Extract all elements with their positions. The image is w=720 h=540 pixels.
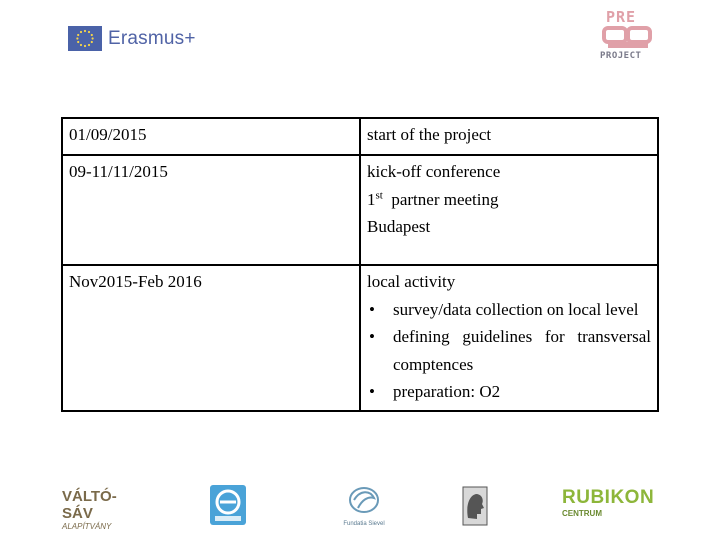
row-date: Nov2015-Feb 2016 — [62, 265, 360, 411]
ordinal-suffix: st — [375, 188, 383, 201]
pre-logo-word: PRE — [606, 8, 637, 26]
description-line: local activity — [367, 272, 456, 291]
table-row — [62, 265, 658, 411]
erasmus-label: Erasmus+ — [108, 27, 196, 49]
table-row — [62, 155, 658, 265]
fundatia-logo — [332, 486, 396, 526]
list-item: • defining guidelines for transversal comptences — [367, 323, 651, 378]
row-date: 01/09/2015 — [62, 118, 360, 155]
ordinal-number: 1 — [367, 189, 376, 209]
valto-sav-logo — [62, 488, 138, 531]
valto-logo-text: VÁLTÓ-SÁV — [62, 488, 117, 522]
fundatia-logo-text: Fundatia Sievel — [343, 521, 385, 527]
pre-project-logo — [598, 8, 658, 64]
valto-logo-sub: ALAPÍTVÁNY — [62, 522, 112, 531]
row-description — [360, 155, 658, 265]
row-date: 09-11/11/2015 — [62, 155, 360, 265]
edukos-icon — [209, 484, 247, 526]
head-profile-icon — [462, 486, 488, 526]
dove-icon — [332, 486, 396, 516]
list-item: • survey/data collection on local level — [367, 296, 651, 324]
partner-meeting-line — [367, 186, 651, 214]
list-item: • preparation: O2 — [367, 378, 651, 406]
pre-logo-mark-icon — [602, 26, 654, 52]
rubikon-centrum-logo — [562, 487, 658, 527]
description-line: start of the project — [367, 125, 492, 144]
ordinal-rest: partner meeting — [382, 189, 499, 209]
schedule-table — [61, 117, 659, 412]
table-row — [62, 118, 658, 155]
edukos-logo — [209, 484, 247, 526]
rubikon-logo-sub: CENTRUM — [562, 509, 602, 518]
rubikon-logo-text: RUBIKON — [562, 487, 655, 508]
erasmus-plus-logo — [68, 26, 196, 51]
row-description — [360, 118, 658, 155]
pre-logo-sub: PROJECT — [600, 51, 642, 61]
description-line: kick-off conference — [367, 162, 501, 181]
head-profile-logo — [462, 486, 488, 526]
activity-bullet-list — [367, 296, 651, 406]
eu-flag-icon — [68, 26, 102, 51]
city-line: Budapest — [367, 217, 431, 236]
row-description — [360, 265, 658, 411]
